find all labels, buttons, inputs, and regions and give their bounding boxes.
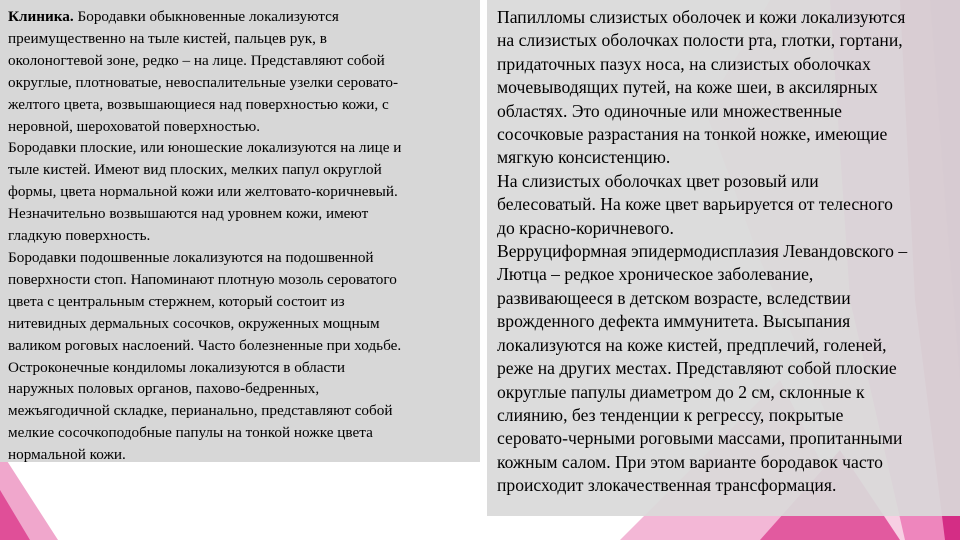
left-line: околоногтевой зоне, редко – на лице. Представляют собой [8,51,385,69]
left-line-0 [8,6,480,28]
right-line: На слизистых оболочках цвет розовый или [497,170,819,191]
right-line: кожным салом. При этом варианте бородавок часто [497,451,883,472]
left-line: тыле кистей. Имеют вид плоских, мелких папул округлой [8,161,382,179]
right-line: слиянию, без тенденции к регрессу, покрытые [497,404,844,425]
right-line: на слизистых оболочках полости рта, глотки, гортани, [497,30,903,51]
left-line: цвета с центральным стержнем, который состоит из [8,292,345,310]
left-line: Бородавки плоские, или юношеские локализуются на лице и [8,139,402,157]
left-line: нитевидных дермальных сосочков, окруженных мощным [8,314,380,332]
left-line: неровной, шероховатой поверхностью. [8,117,261,135]
left-line: гладкую поверхность. [8,227,151,245]
right-line: Лютца – редкое хроническое заболевание, [497,264,814,285]
left-line: Бородавки подошвенные локализуются на подошвенной [8,248,374,266]
left-line: Незначительно возвышаются над уровнем кожи, имеют [8,205,369,223]
right-line: сосочковые разрастания на тонкой ножке, имеющие [497,124,888,145]
clinic-heading: Клиника. [8,8,74,25]
left-line: нормальной кожи. [8,446,126,464]
right-line: происходит злокачественная трансформация. [497,475,837,496]
left-text-column [8,6,480,466]
left-line: поверхности стоп. Напоминают плотную мозоль сероватого [8,270,397,288]
right-line: Верруциформная эпидермодисплазия Левандовского – [497,241,908,262]
right-line: округлые папулы диаметром до 2 см, склонные к [497,381,865,402]
left-line: наружных половых органов, пахово-бедренных, [8,380,320,398]
left-line: валиком роговых наслоений. Часто болезненные при ходьбе. [8,336,402,354]
left-line: преимущественно на тыле кистей, пальцев рук, в [8,29,327,47]
left-line: формы, цвета нормальной кожи или желтовато-коричневый. [8,183,398,201]
left-line: округлые, плотноватые, невоспалительные узелки серовато- [8,73,399,91]
right-line: серовато-черными роговыми массами, пропитанными [497,428,903,449]
left-line-0-rest: Бородавки обыкновенные локализуются [73,8,339,25]
right-text-column [497,6,960,498]
right-line: реже на других местах. Представляют собой плоские [497,358,897,379]
right-line: придаточных пазух носа, на слизистых оболочках [497,53,871,74]
right-line: врожденного дефекта иммунитета. Высыпания [497,311,851,332]
left-line: желтого цвета, возвышающиеся над поверхностью кожи, с [8,95,389,113]
right-line: до красно-коричневого. [497,217,674,238]
right-line: развивающееся в детском возрасте, вследствии [497,287,851,308]
right-line: мягкую консистенцию. [497,147,671,168]
right-line: белесоватый. На коже цвет варьируется от телесного [497,194,893,215]
right-line: мочевыводящих путей, на коже шеи, в аксилярных [497,77,878,98]
left-line: межъягодичной складке, перианально, представляют собой [8,402,393,420]
right-line: локализуются на коже кистей, предплечий, голеней, [497,334,887,355]
right-line: Папилломы слизистых оболочек и кожи локализуются [497,7,906,27]
left-line: Остроконечные кондиломы локализуются в области [8,358,345,376]
right-line: областях. Это одиночные или множественные [497,100,842,121]
left-line: мелкие сосочкоподобные папулы на тонкой ножке цвета [8,424,373,442]
